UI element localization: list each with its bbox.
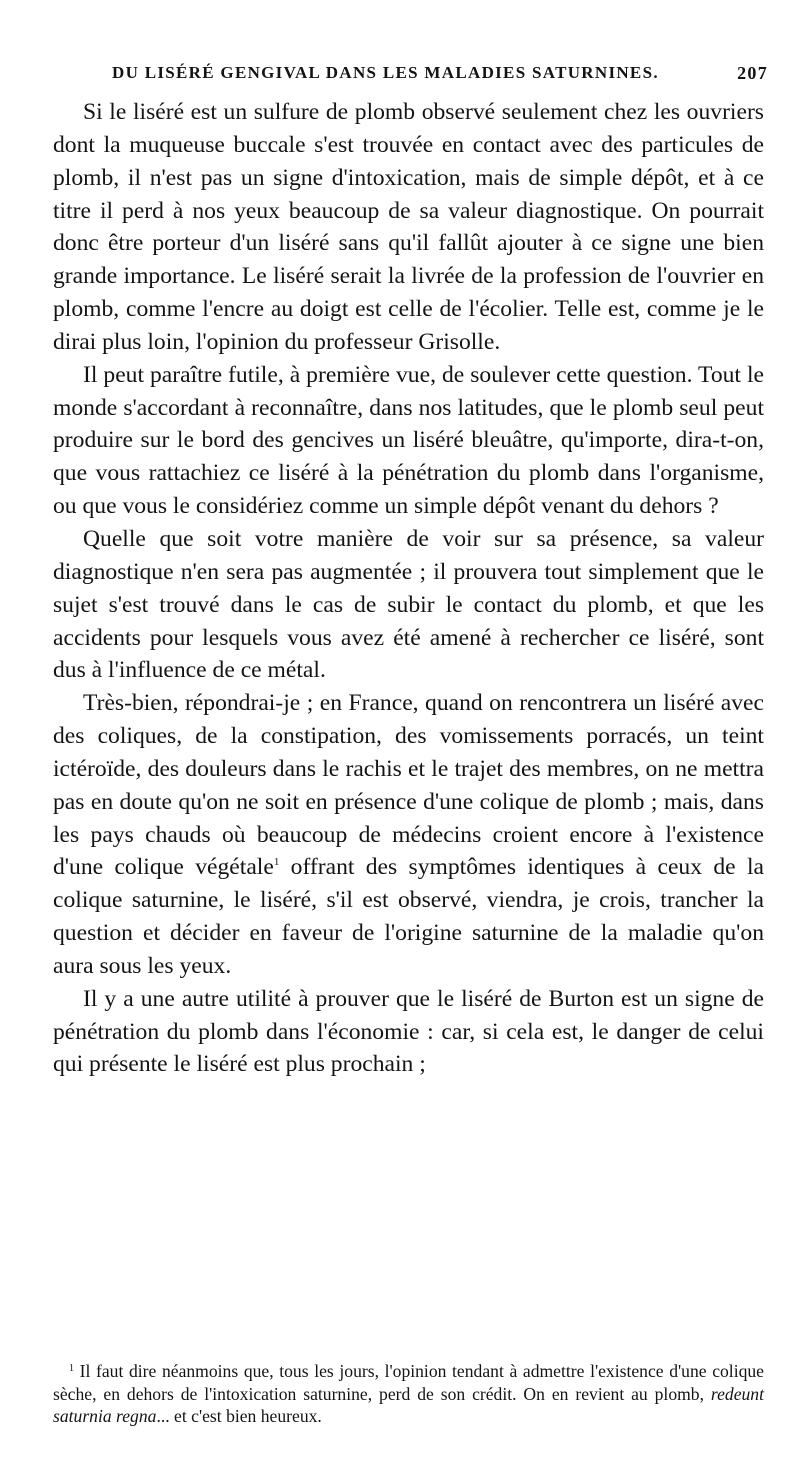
page-number: 207 (737, 63, 768, 83)
running-title: DU LISÉRÉ GENGIVAL DANS LES MALADIES SATURNINES. (112, 63, 659, 82)
footnote-mark: 1 (69, 1363, 74, 1374)
footnote-latin-quote: redeunt saturnia regna (53, 1383, 764, 1426)
paragraph-4-text-before: Très-bien, répondrai-je ; en France, quand on rencontrera un liséré avec des coliques, de la constipation, des vomissements porracés, un teint ictéroïde, des douleurs dans le rachis et le trajet des membres, on ne mettra pas en doute qu'on ne soit en présence d'une colique de plomb ; mais, dans les pays chauds où beaucoup de médecins croient encore à l'existence d'une colique végétale (53, 690, 764, 881)
paragraph-3: Quelle que soit votre manière de voir sur sa présence, sa valeur diagnostique n'en sera pas augmentée ; il prouvera tout simplement que le sujet s'est trouvé dans le cas de subir le contact du plomb, et que les accidents pour lesquels vous avez été amené à rechercher ce liséré, sont dus à l'influence de ce métal. (53, 525, 764, 684)
footnote-text-before: Il faut dire néanmoins que, tous les jours, l'opinion tendant à admettre l'existence d'une colique sèche, en dehors de l'intoxication saturnine, perd de son crédit. On en revient au plomb, (53, 1361, 764, 1404)
footnote (53, 1360, 764, 1428)
paragraph-5: Il y a une autre utilité à prouver que le liséré de Burton est un signe de pénétration du plomb dans l'économie : car, si cela est, le danger de celui qui présente le liséré est plus prochain ; (53, 985, 764, 1078)
footnote-reference: 1 (273, 856, 280, 869)
main-text (53, 96, 764, 1081)
paragraph-4-text-after: offrant des symptômes identiques à ceux de la colique saturnine, le liséré, s'il est observé, viendra, je crois, trancher la question et décider en faveur de l'origine saturnine de la maladie qu'on aura sous les yeux. (53, 854, 764, 979)
running-header (112, 63, 768, 93)
paragraph-2: Il peut paraître futile, à première vue, de soulever cette question. Tout le monde s'accordant à reconnaître, dans nos latitudes, que le plomb seul peut produire sur le bord des gencives un liséré bleuâtre, qu'importe, dira-t-on, que vous rattachiez ce liséré à la pénétration du plomb dans l'organisme, ou que vous le considériez comme un simple dépôt venant du dehors ? (53, 361, 764, 520)
footnote-text-after: ... et c'est bien heureux. (156, 1406, 322, 1426)
paragraph-1: Si le liséré est un sulfure de plomb observé seulement chez les ouvriers dont la muqueuse buccale s'est trouvée en contact avec des particules de plomb, il n'est pas un signe d'intoxication, mais de simple dépôt, et à ce titre il perd à nos yeux beaucoup de sa valeur diagnostique. On pourrait donc être porteur d'un liséré sans qu'il fallût ajouter à ce signe une bien grande importance. Le liséré serait la livrée de la profession de l'ouvrier en plomb, comme l'encre au doigt est celle de l'écolier. Telle est, comme je le dirai plus loin, l'opinion du professeur Grisolle. (53, 99, 764, 355)
footnote-paragraph (53, 1360, 764, 1428)
paragraph-4 (53, 687, 764, 983)
